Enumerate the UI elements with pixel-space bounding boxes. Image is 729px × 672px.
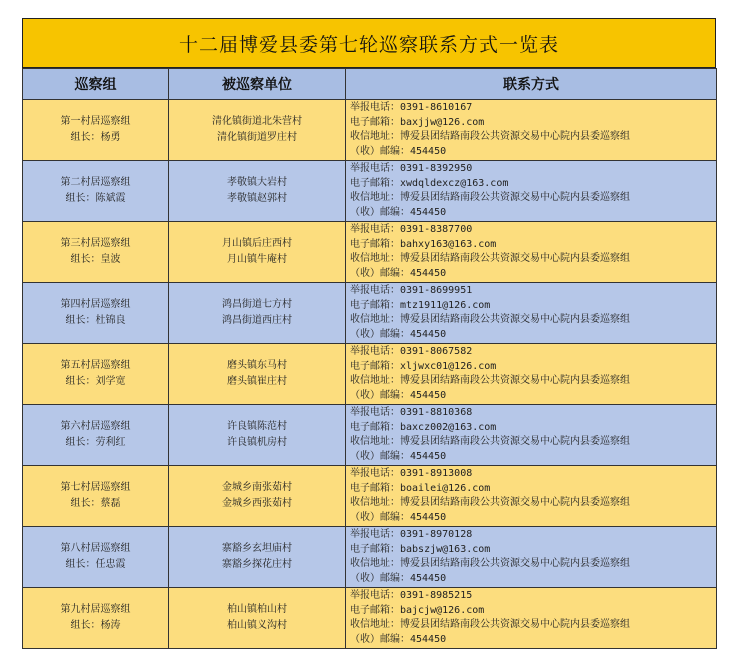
unit-name: 孝敬镇大岩村: [227, 177, 287, 188]
unit-name: 寨豁乡探花庄村: [222, 559, 292, 570]
phone-text: 举报电话：0391-8913008: [350, 468, 473, 479]
unit-cell: [169, 283, 346, 344]
page-title: 十二届博爱县委第七轮巡察联系方式一览表: [22, 18, 716, 68]
group-leader: 组长：陈斌霞: [65, 193, 126, 204]
contact-cell: [346, 161, 717, 222]
group-name: 第九村居巡察组: [60, 604, 131, 615]
unit-name: 金城乡南张茹村: [222, 482, 292, 493]
contact-cell: [346, 344, 717, 405]
unit-name: 鸿昌街道西庄村: [222, 315, 292, 326]
email-text: 电子邮箱：babszjw@163.com: [350, 543, 491, 555]
contact-cell: [346, 588, 717, 649]
address-text: 收信地址：博爱县团结路南段公共资源交易中心院内县委巡察组: [350, 375, 630, 386]
group-cell: [23, 161, 169, 222]
group-leader: 组长：杜锦良: [65, 315, 126, 326]
unit-cell: [169, 405, 346, 466]
table-row: [23, 588, 717, 649]
contact-cell: [346, 466, 717, 527]
group-leader: 组长：任忠霞: [65, 559, 126, 570]
unit-name: 金城乡西张茹村: [222, 498, 292, 509]
group-cell: [23, 283, 169, 344]
group-leader: 组长：劳利红: [65, 437, 126, 448]
unit-name: 许良镇陈范村: [227, 421, 287, 432]
phone-text: 举报电话：0391-8699951: [350, 285, 473, 296]
phone-text: 举报电话：0391-8610167: [350, 102, 473, 113]
group-cell: [23, 100, 169, 161]
table-row: [23, 405, 717, 466]
unit-name: 磨头镇东马村: [227, 360, 287, 371]
table-row: [23, 283, 717, 344]
phone-text: 举报电话：0391-8810368: [350, 407, 473, 418]
contact-cell: [346, 527, 717, 588]
email-text: 电子邮箱：bahxy163@163.com: [350, 238, 497, 250]
address-text: 收信地址：博爱县团结路南段公共资源交易中心院内县委巡察组: [350, 619, 630, 630]
zip-text: （收）邮编：454450: [350, 267, 447, 279]
email-text: 电子邮箱：baxcz002@163.com: [350, 421, 497, 433]
group-name: 第八村居巡察组: [60, 543, 131, 554]
email-text: 电子邮箱：bajcjw@126.com: [350, 604, 485, 616]
unit-cell: [169, 527, 346, 588]
group-cell: [23, 527, 169, 588]
group-leader: 组长：皇波: [70, 254, 121, 265]
phone-text: 举报电话：0391-8067582: [350, 346, 473, 357]
table-row: [23, 222, 717, 283]
phone-text: 举报电话：0391-8985215: [350, 590, 473, 601]
email-text: 电子邮箱：boailei@126.com: [350, 482, 491, 494]
unit-name: 孝敬镇赵郭村: [227, 193, 287, 204]
group-cell: [23, 588, 169, 649]
email-text: 电子邮箱：xwdqldexcz@163.com: [350, 177, 509, 189]
unit-name: 柏山镇义沟村: [227, 620, 287, 631]
table-row: [23, 161, 717, 222]
group-cell: [23, 344, 169, 405]
table-row: [23, 527, 717, 588]
group-name: 第六村居巡察组: [60, 421, 131, 432]
unit-cell: [169, 588, 346, 649]
group-leader: 组长：蔡磊: [70, 498, 121, 509]
email-text: 电子邮箱：mtz1911@126.com: [350, 299, 491, 311]
phone-text: 举报电话：0391-8392950: [350, 163, 473, 174]
unit-name: 月山镇牛庵村: [227, 254, 287, 265]
zip-text: （收）邮编：454450: [350, 633, 447, 645]
group-leader: 组长：刘学宽: [65, 376, 126, 387]
zip-text: （收）邮编：454450: [350, 206, 447, 218]
zip-text: （收）邮编：454450: [350, 328, 447, 340]
unit-cell: [169, 100, 346, 161]
zip-text: （收）邮编：454450: [350, 511, 447, 523]
phone-text: 举报电话：0391-8387700: [350, 224, 473, 235]
header-contact: 联系方式: [346, 69, 717, 100]
table-row: [23, 466, 717, 527]
unit-name: 鸿昌街道七方村: [222, 299, 292, 310]
header-row: [23, 69, 717, 100]
group-leader: 组长：杨勇: [70, 132, 121, 143]
address-text: 收信地址：博爱县团结路南段公共资源交易中心院内县委巡察组: [350, 131, 630, 142]
address-text: 收信地址：博爱县团结路南段公共资源交易中心院内县委巡察组: [350, 436, 630, 447]
address-text: 收信地址：博爱县团结路南段公共资源交易中心院内县委巡察组: [350, 497, 630, 508]
table-row: [23, 100, 717, 161]
address-text: 收信地址：博爱县团结路南段公共资源交易中心院内县委巡察组: [350, 192, 630, 203]
unit-cell: [169, 161, 346, 222]
contact-cell: [346, 405, 717, 466]
phone-text: 举报电话：0391-8970128: [350, 529, 473, 540]
unit-name: 寨豁乡玄坦庙村: [222, 543, 292, 554]
address-text: 收信地址：博爱县团结路南段公共资源交易中心院内县委巡察组: [350, 558, 630, 569]
unit-cell: [169, 222, 346, 283]
group-cell: [23, 466, 169, 527]
group-name: 第四村居巡察组: [60, 299, 131, 310]
contact-cell: [346, 100, 717, 161]
zip-text: （收）邮编：454450: [350, 145, 447, 157]
email-text: 电子邮箱：xljwxc01@126.com: [350, 360, 497, 372]
group-name: 第七村居巡察组: [60, 482, 131, 493]
email-text: 电子邮箱：baxjjw@126.com: [350, 116, 485, 128]
group-leader: 组长：杨涛: [70, 620, 121, 631]
contact-sheet: [22, 18, 716, 649]
unit-name: 清化镇街道罗庄村: [217, 132, 297, 143]
unit-cell: [169, 466, 346, 527]
group-cell: [23, 405, 169, 466]
group-name: 第五村居巡察组: [60, 360, 131, 371]
contact-cell: [346, 283, 717, 344]
contact-table: [22, 68, 717, 649]
unit-name: 柏山镇柏山村: [227, 604, 287, 615]
zip-text: （收）邮编：454450: [350, 389, 447, 401]
group-name: 第一村居巡察组: [60, 116, 131, 127]
contact-cell: [346, 222, 717, 283]
header-group: 巡察组: [23, 69, 169, 100]
group-name: 第三村居巡察组: [60, 238, 131, 249]
unit-cell: [169, 344, 346, 405]
header-unit: 被巡察单位: [169, 69, 346, 100]
zip-text: （收）邮编：454450: [350, 572, 447, 584]
group-name: 第二村居巡察组: [60, 177, 131, 188]
group-cell: [23, 222, 169, 283]
unit-name: 月山镇后庄西村: [222, 238, 292, 249]
address-text: 收信地址：博爱县团结路南段公共资源交易中心院内县委巡察组: [350, 314, 630, 325]
zip-text: （收）邮编：454450: [350, 450, 447, 462]
unit-name: 磨头镇崔庄村: [227, 376, 287, 387]
unit-name: 许良镇机房村: [227, 437, 287, 448]
unit-name: 清化镇街道北朱营村: [212, 116, 302, 127]
address-text: 收信地址：博爱县团结路南段公共资源交易中心院内县委巡察组: [350, 253, 630, 264]
table-row: [23, 344, 717, 405]
